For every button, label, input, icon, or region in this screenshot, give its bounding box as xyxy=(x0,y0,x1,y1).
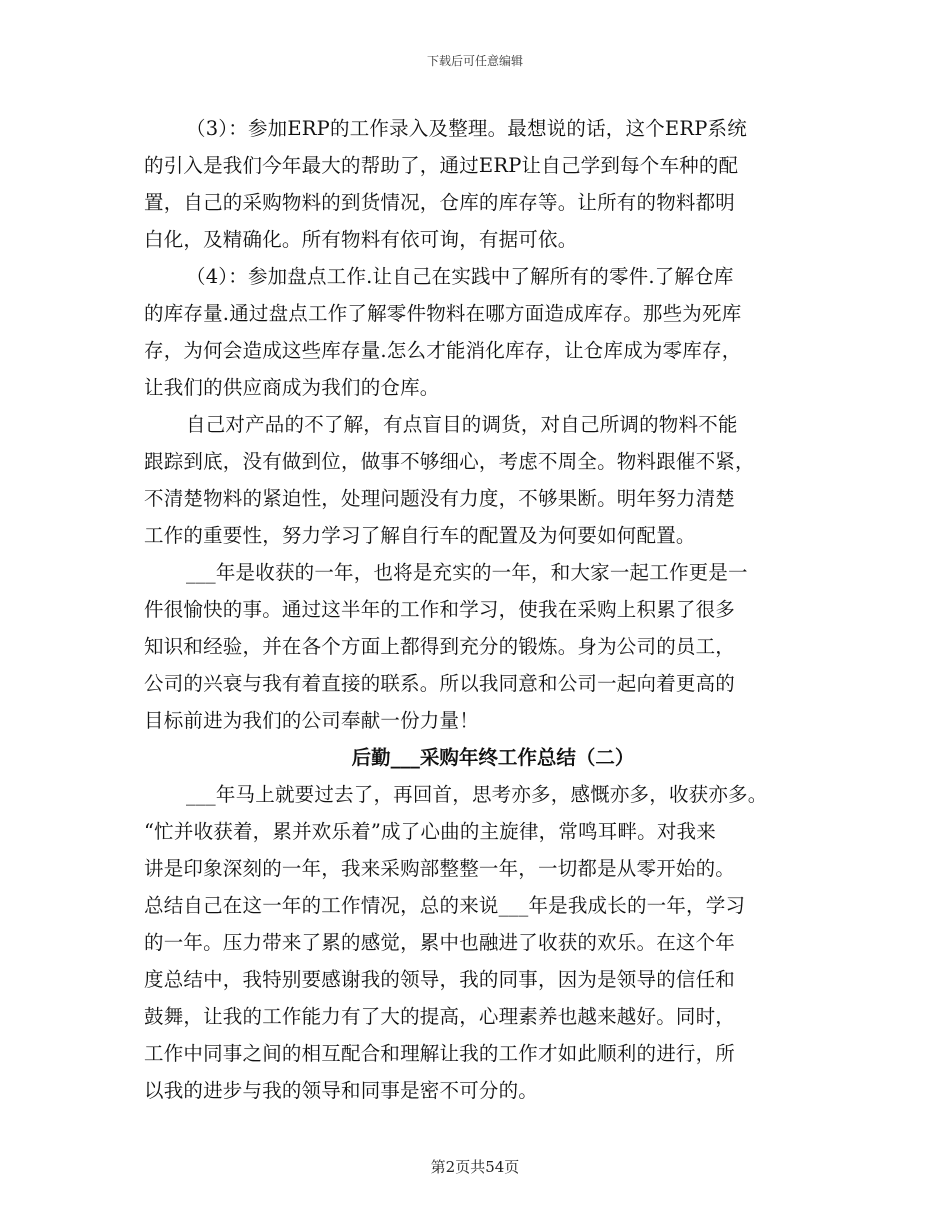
body-line: 置，自己的采购物料的到货情况，仓库的库存等。让所有的物料都明 xyxy=(144,191,736,214)
body-line: 不清楚物料的紧迫性，处理问题没有力度，不够果断。明年努力清楚 xyxy=(144,487,736,510)
body-line: 自己对产品的不了解，有点盲目的调货，对自己所调的物料不能 xyxy=(186,413,738,436)
body-line: 以我的进步与我的领导和同事是密不可分的。 xyxy=(144,1079,539,1102)
body-line: （3）：参加ERP的工作录入及整理。最想说的话，这个ERP系统 xyxy=(186,117,747,140)
paragraph-block-2 xyxy=(144,776,834,1109)
page-header: 下载后可任意编辑 xyxy=(426,54,523,68)
section-title: 后勤___采购年终工作总结（二） xyxy=(351,746,635,769)
body-line: 公司的兴衰与我有着直接的联系。所以我同意和公司一起向着更高的 xyxy=(144,672,736,695)
body-line: 工作的重要性，努力学习了解自行车的配置及为何要如何配置。 xyxy=(144,524,696,547)
paragraph-block-1 xyxy=(144,110,834,739)
body-line: 件很愉快的事。通过这半年的工作和学习，使我在采购上积累了很多 xyxy=(144,598,736,621)
page-footer: 第2页共54页 xyxy=(430,1158,520,1176)
body-line: （4）：参加盘点工作.让自己在实践中了解所有的零件.了解仓库 xyxy=(186,265,734,288)
body-line: 让我们的供应商成为我们的仓库。 xyxy=(144,376,440,399)
body-line: 的引入是我们今年最大的帮助了，通过ERP让自己学到每个车种的配 xyxy=(144,154,739,177)
body-line: 知识和经验，并在各个方面上都得到充分的锻炼。身为公司的员工， xyxy=(144,635,736,658)
body-line: “忙并收获着，累并欢乐着”成了心曲的主旋律，常鸣耳畔。对我来 xyxy=(144,820,716,843)
body-line: 的一年。压力带来了累的感觉，累中也融进了收获的欢乐。在这个年 xyxy=(144,931,736,954)
body-line: 跟踪到底，没有做到位，做事不够细心，考虑不周全。物料跟催不紧， xyxy=(144,450,755,473)
body-line: 讲是印象深刻的一年，我来采购部整整一年，一切都是从零开始的。 xyxy=(144,857,736,880)
body-line: 总结自己在这一年的工作情况，总的来说___年是我成长的一年，学习 xyxy=(144,894,746,917)
body-line: 目标前进为我们的公司奉献一份力量！ xyxy=(144,709,479,732)
body-line: 工作中同事之间的相互配合和理解让我的工作才如此顺利的进行，所 xyxy=(144,1042,736,1065)
body-line: 白化，及精确化。所有物料有依可询，有据可依。 xyxy=(144,228,578,251)
body-line: ___年是收获的一年，也将是充实的一年，和大家一起工作更是一 xyxy=(186,561,748,584)
body-line: 鼓舞，让我的工作能力有了大的提高，心理素养也越来越好。同时， xyxy=(144,1005,736,1028)
body-line: 存，为何会造成这些库存量.怎么才能消化库存，让仓库成为零库存， xyxy=(144,339,742,362)
body-line: 的库存量.通过盘点工作了解零件物料在哪方面造成库存。那些为死库 xyxy=(144,302,742,325)
body-line: ___年马上就要过去了，再回首，思考亦多，感慨亦多，收获亦多。 xyxy=(186,783,768,806)
body-line: 度总结中，我特别要感谢我的领导，我的同事，因为是领导的信任和 xyxy=(144,968,736,991)
document-body xyxy=(144,110,834,1109)
